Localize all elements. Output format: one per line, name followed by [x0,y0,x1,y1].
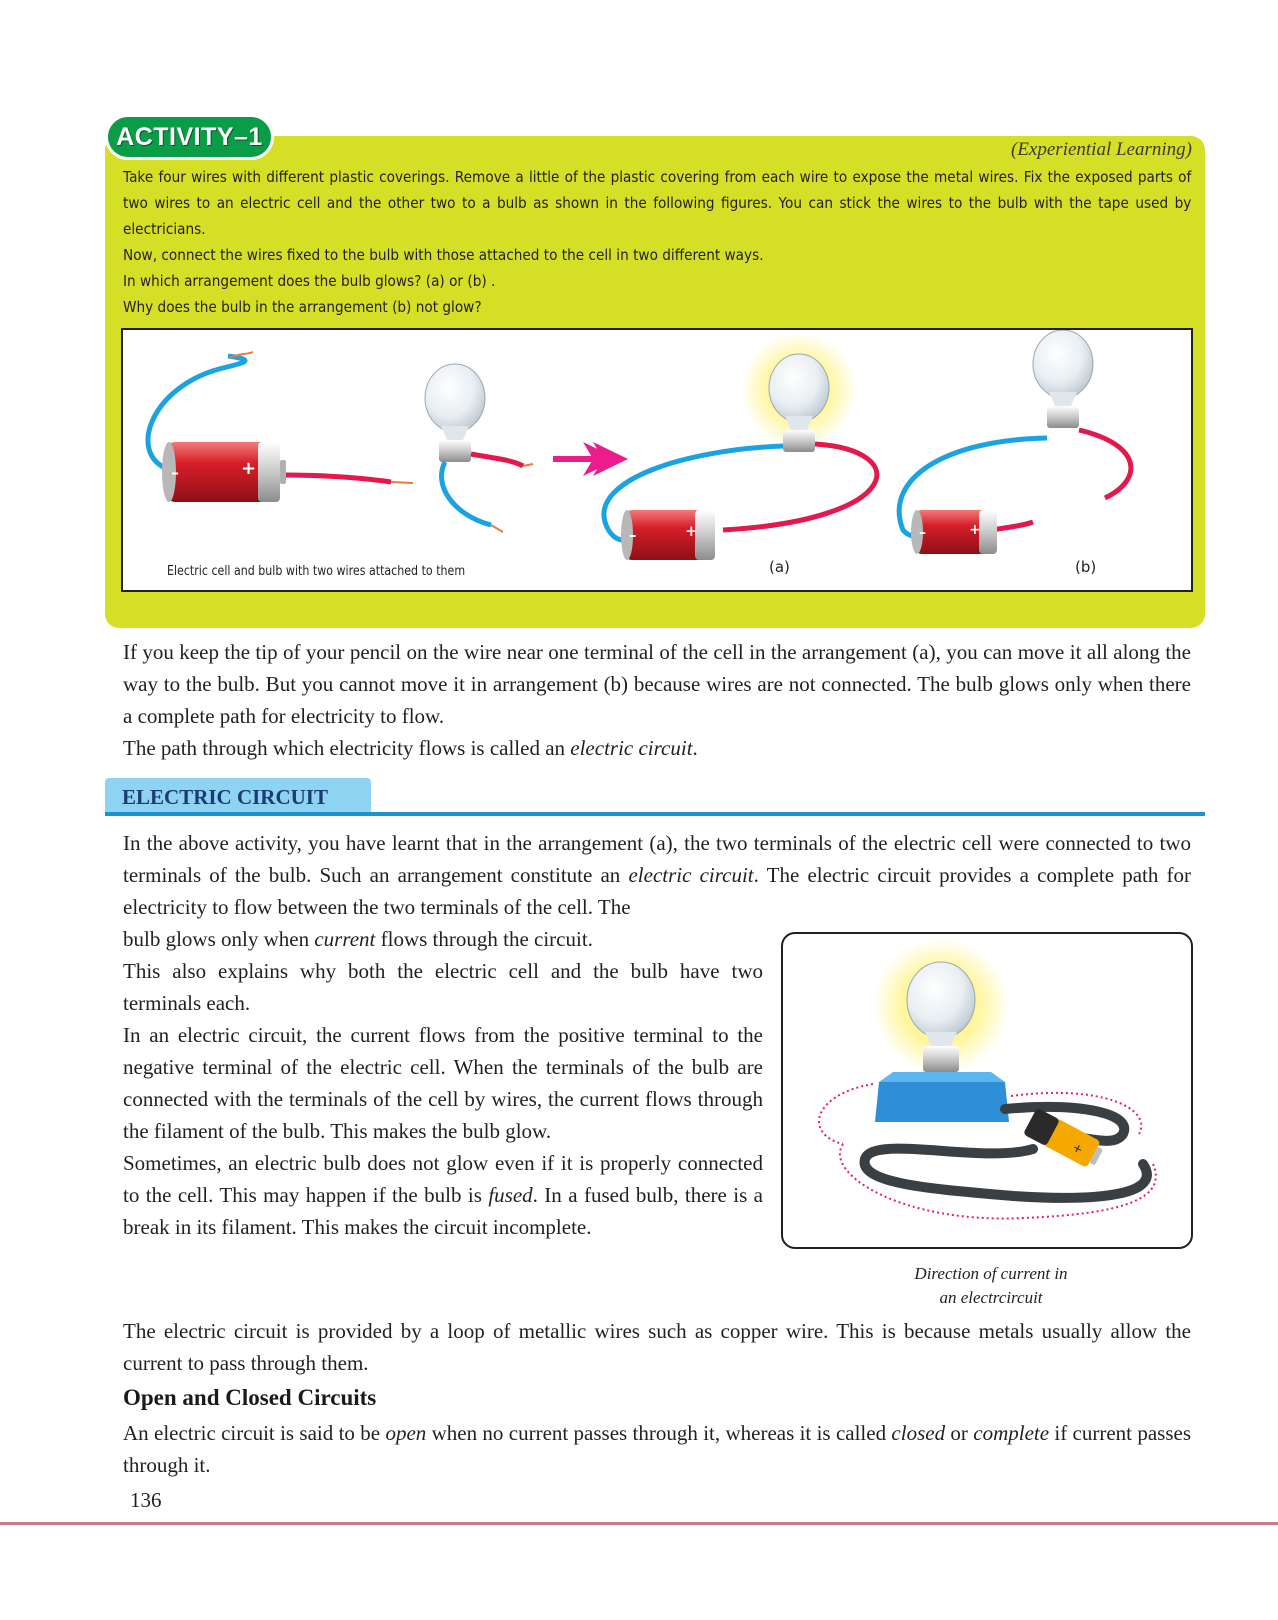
circuit-a [604,332,877,560]
current-direction-path [819,1084,873,1144]
activity-figure [121,328,1193,592]
svg-text:+: + [685,522,698,540]
circuit-b [899,330,1131,554]
intro-paragraph-circuit: The path through which electricity flows is called an electric circuit. [123,736,698,760]
intro-text [123,636,1191,764]
activity-paragraph: Why does the bulb in the arrangement (b) not glow? [123,298,482,316]
figure-caption-current: Direction of current in an electrcircuit [914,1264,1068,1307]
footer-rule [0,1522,1278,1525]
activity-instructions [123,164,1191,320]
svg-text:+: + [1069,1139,1086,1157]
activity-badge: ACTIVITY–1 [105,114,274,160]
battery-icon [1023,1108,1106,1171]
activity-paragraph: Take four wires with different plastic coverings. Remove a little of the plastic covering from each wire to expose the metal wires. Fix the exposed parts of two wires to an electric cell and the other two to a bulb as shown in the following figures. You can stick the wires to the bulb with the tape used by electricians. [123,168,1192,238]
activity-paragraph: In which arrangement does the bulb glows? (a) or (b) . [123,272,496,290]
loose-cell-with-wires [148,352,413,502]
section-column-text: bulb glows only when current flows through the circuit. This also explains why both the electric cell and the bulb have two terminals each. In an electric circuit, the current flows from the positive terminal to the negative terminal of the electric cell. When the terminals of the bulb are connected with the terminals of the cell by wires, the current flows through the filament of the bulb. This makes the bulb glow. Sometimes, an electric bulb does not glow even if it is properly connected to the cell. This may happen if the bulb is fused. In a fused bulb, there is a break in its filament. This makes the circuit incomplete. [123,927,763,1239]
figure-label-b: (b) [1075,558,1097,576]
cell-bulb-illustration [123,330,1191,590]
svg-text:+: + [969,522,981,538]
page-number: 136 [130,1488,162,1512]
figure-caption: Electric cell and bulb with two wires attached to them [167,564,466,579]
minus-sign: – [171,463,179,482]
section-intro: In the above activity, you have learnt that in the arrangement (a), the two terminals of the electric cell were connected to two terminals of the bulb. Such an arrangement constitute an electric circuit. The electric circuit provides a complete path for electricity to flow between the two terminals of the cell. The [123,831,1192,919]
metallic-wires-paragraph: The electric circuit is provided by a loop of metallic wires such as copper wire. This is because metals usually allow the current to pass through them. [123,1319,1191,1375]
section-title: ELECTRIC CIRCUIT [105,778,371,814]
open-closed-paragraph: An electric circuit is said to be open when no current passes through it, whereas it is called closed or complete if current passes through it. [123,1421,1192,1477]
circuit-current-illustration [783,934,1191,1247]
svg-text:–: – [919,525,926,541]
activity-paragraph: Now, connect the wires fixed to the bulb with those attached to the cell in two different ways. [123,246,764,264]
arrow-icon [553,442,628,476]
intro-paragraph: If you keep the tip of your pencil on the wire near one terminal of the cell in the arrangement (a), you can move it all along the way to the bulb. But you cannot move it in arrangement (b) because wires are not connected. The bulb glows only when there a complete path for electricity to flow. [123,640,1191,728]
svg-text:–: – [629,526,637,544]
plus-sign: + [241,458,257,479]
figure-label-a: (a) [769,558,790,576]
current-direction-figure [781,932,1193,1249]
red-wire [283,475,391,482]
experiential-learning-tag: (Experiential Learning) [1011,139,1192,160]
section-divider [105,812,1205,816]
open-closed-heading: Open and Closed Circuits [123,1385,377,1410]
loose-bulb-with-wires [425,364,533,532]
